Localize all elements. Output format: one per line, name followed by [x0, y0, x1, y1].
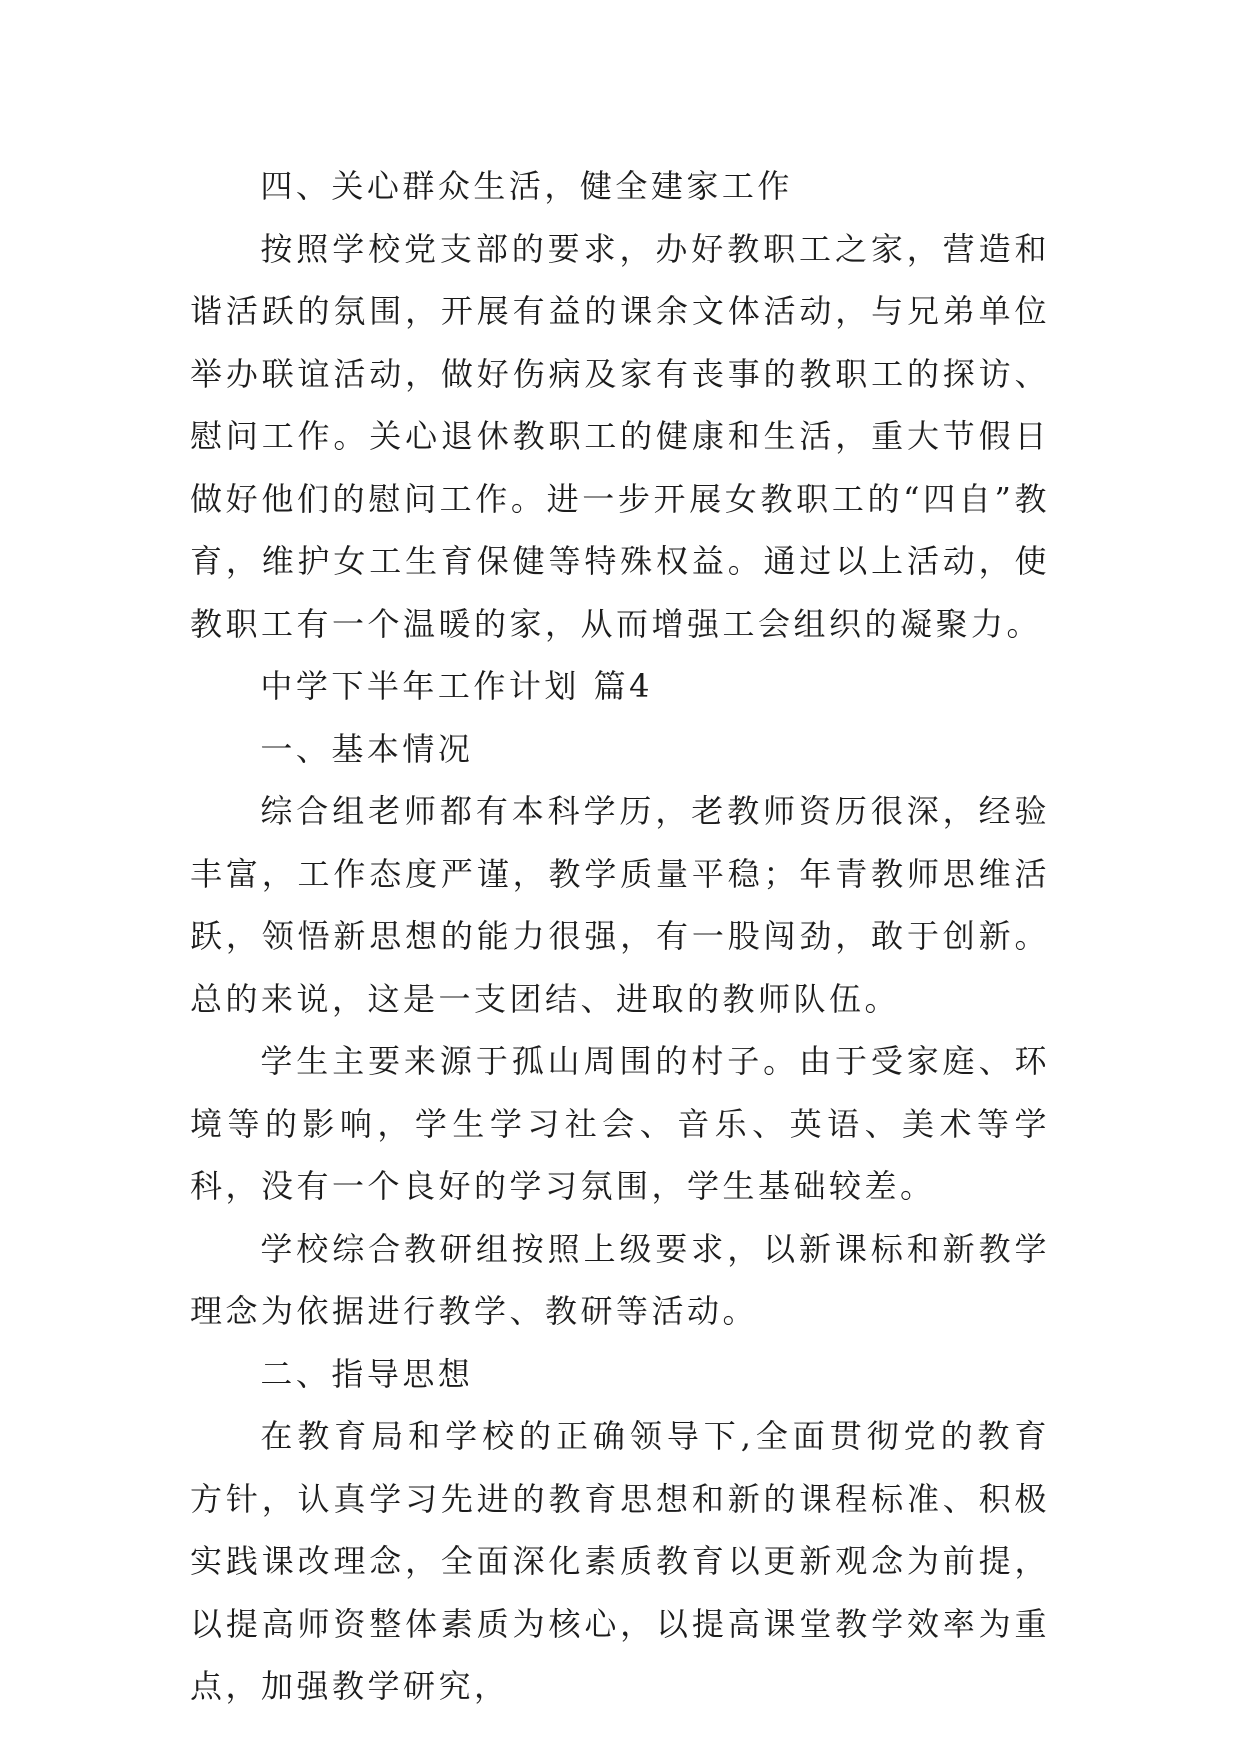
paragraph-teachers: 综合组老师都有本科学历，老教师资历很深，经验丰富，工作态度严谨，教学质量平稳；年青教师思维活跃，领悟新思想的能力很强，有一股闯劲，敢于创新。总的来说，这是一支团结、进取的教师队伍。 [190, 792, 1050, 1018]
document-body [190, 155, 1050, 1718]
paragraph-students: 学生主要来源于孤山周围的村子。由于受家庭、环境等的影响，学生学习社会、音乐、英语、美术等学科，没有一个良好的学习氛围，学生基础较差。 [190, 1042, 1050, 1205]
section-heading-guiding: 二、指导思想 [260, 1354, 474, 1393]
section-heading-care: 四、关心群众生活，健全建家工作 [260, 167, 793, 205]
paragraph-research-group: 学校综合教研组按照上级要求，以新课标和新教学理念为依据进行教学、教研等活动。 [190, 1229, 1050, 1330]
paragraph-staff-home: 按照学校党支部的要求，办好教职工之家，营造和谐活跃的氛围，开展有益的课余文体活动，与兄弟单位举办联谊活动，做好伤病及家有丧事的教职工的探访、慰问工作。关心退休教职工的健康和生活，重大节假日做好他们的慰问工作。进一步开展女教职工的“四自”教育，维护女工生育保健等特殊权益。通过以上活动，使教职工有一个温暖的家，从而增强工会组织的凝聚力。 [190, 229, 1050, 643]
section-heading-basic: 一、基本情况 [260, 729, 474, 768]
paragraph-guiding: 在教育局和学校的正确领导下,全面贯彻党的教育方针，认真学习先进的教育思想和新的课程标准、积极实践课改理念，全面深化素质教育以更新观念为前提，以提高师资整体素质为核心，以提高课堂教学效率为重点，加强教学研究， [190, 1417, 1050, 1705]
article-title: 中学下半年工作计划 篇4 [260, 667, 653, 705]
